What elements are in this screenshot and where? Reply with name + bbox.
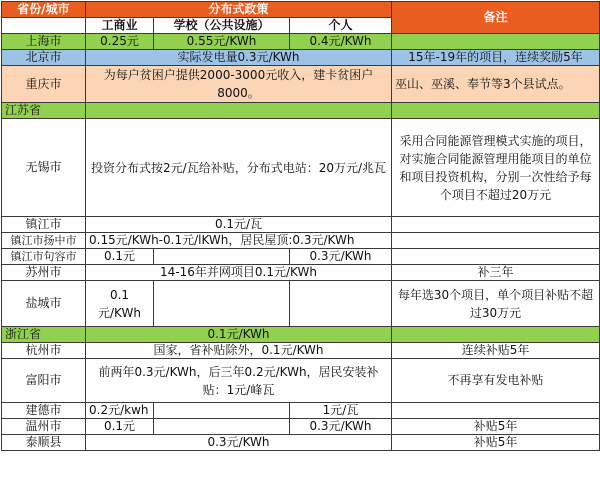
city-cell: 温州市 [2, 419, 86, 435]
header-policy: 分布式政策 [86, 2, 392, 18]
city-cell: 苏州市 [2, 265, 86, 281]
remark-cell [392, 103, 600, 119]
policy-cell: 14-16年并网项目0.1元/KWh [86, 265, 392, 281]
table-row-jiande [2, 403, 600, 419]
remark-cell [392, 327, 600, 343]
remark-cell: 15年-19年的项目，连续奖励5年 [392, 50, 600, 66]
commercial-cell: 0.25元 [86, 34, 154, 50]
remark-cell: 巫山、巫溪、奉节等3个县试点。 [392, 66, 600, 103]
header-school: 学校（公共设施） [154, 18, 290, 34]
policy-cell: 投资分布式按2元/瓦给补贴，分布式电站：20万元/兆瓦 [86, 119, 392, 217]
personal-cell: 0.3元/KWh [290, 249, 392, 265]
remark-cell: 每年选30个项目，单个项目补贴不超过30万元 [392, 281, 600, 327]
remark-cell [392, 249, 600, 265]
table-row-jiangsu [2, 103, 600, 119]
remark-cell: 补贴5年 [392, 419, 600, 435]
commercial-cell: 0.1元 [86, 419, 154, 435]
table-row-beijing [2, 50, 600, 66]
city-cell: 镇江市句容市 [2, 249, 86, 265]
remark-cell: 补贴5年 [392, 435, 600, 451]
policy-cell: 0.1元/瓦 [86, 217, 392, 233]
school-cell [154, 419, 290, 435]
policy-cell: 0.15元/KWh-0.1元/lKWh，居民屋顶:0.3元/KWh [86, 233, 392, 249]
policy-cell: 为每户贫困户提供2000-3000元收入，建卡贫困户8000。 [86, 66, 392, 103]
table-row-jurong [2, 249, 600, 265]
commercial-cell: 0.1元/KWh [86, 281, 154, 327]
personal-cell [290, 281, 392, 327]
table-row-yangzhong [2, 233, 600, 249]
remark-cell: 采用合同能源管理模式实施的项目，对实施合同能源管理用能项目的单位和项目投资机构，分别一次性给予每个项目不超过20万元 [392, 119, 600, 217]
city-cell: 杭州市 [2, 343, 86, 359]
province-cell: 江苏省 [2, 103, 86, 119]
city-cell: 盐城市 [2, 281, 86, 327]
table-row-zhejiang [2, 327, 600, 343]
remark-cell [392, 233, 600, 249]
header-province-city: 省份/城市 [2, 2, 86, 18]
table-header-row [2, 2, 600, 18]
personal-cell: 0.4元/KWh [290, 34, 392, 50]
city-cell: 建德市 [2, 403, 86, 419]
personal-cell: 0.3元/KWh [290, 419, 392, 435]
school-cell [154, 281, 290, 327]
table-row-suzhou [2, 265, 600, 281]
policy-cell: 国家，省补贴除外，0.1元/KWh [86, 343, 392, 359]
table-row-shanghai [2, 34, 600, 50]
remark-cell: 补三年 [392, 265, 600, 281]
policy-cell: 0.1元/KWh [86, 327, 392, 343]
policy-cell [86, 103, 392, 119]
school-cell: 0.55元/KWh [154, 34, 290, 50]
city-cell: 泰顺县 [2, 435, 86, 451]
remark-cell [392, 217, 600, 233]
policy-cell: 0.3元/KWh [86, 435, 392, 451]
city-cell: 镇江市扬中市 [2, 233, 86, 249]
table-row-chongqing [2, 66, 600, 103]
city-cell: 无锡市 [2, 119, 86, 217]
table-row-yancheng [2, 281, 600, 327]
city-cell: 富阳市 [2, 359, 86, 403]
city-cell: 镇江市 [2, 217, 86, 233]
remark-cell [392, 403, 600, 419]
table-row-wenzhou [2, 419, 600, 435]
header-commercial: 工商业 [86, 18, 154, 34]
table-row-zhenjiang [2, 217, 600, 233]
province-cell: 浙江省 [2, 327, 86, 343]
remark-cell [392, 34, 600, 50]
city-cell: 北京市 [2, 50, 86, 66]
commercial-cell: 0.1元 [86, 249, 154, 265]
header-empty-cell [2, 18, 86, 34]
policy-cell: 前两年0.3元/KWh，后三年0.2元/KWh，居民安装补贴：1元/峰瓦 [86, 359, 392, 403]
remark-cell: 不再享有发电补贴 [392, 359, 600, 403]
school-cell [154, 249, 290, 265]
subsidy-policy-table [1, 1, 600, 451]
commercial-cell: 0.2元/kwh [86, 403, 154, 419]
city-cell: 重庆市 [2, 66, 86, 103]
school-cell [154, 403, 290, 419]
city-cell: 上海市 [2, 34, 86, 50]
policy-cell: 实际发电量0.3元/KWh [86, 50, 392, 66]
remark-cell: 连续补贴5年 [392, 343, 600, 359]
header-personal: 个人 [290, 18, 392, 34]
table-row-fuyang [2, 359, 600, 403]
header-remark: 备注 [392, 2, 600, 34]
table-row-wuxi [2, 119, 600, 217]
table-row-hangzhou [2, 343, 600, 359]
personal-cell: 1元/瓦 [290, 403, 392, 419]
table-row-taishun [2, 435, 600, 451]
